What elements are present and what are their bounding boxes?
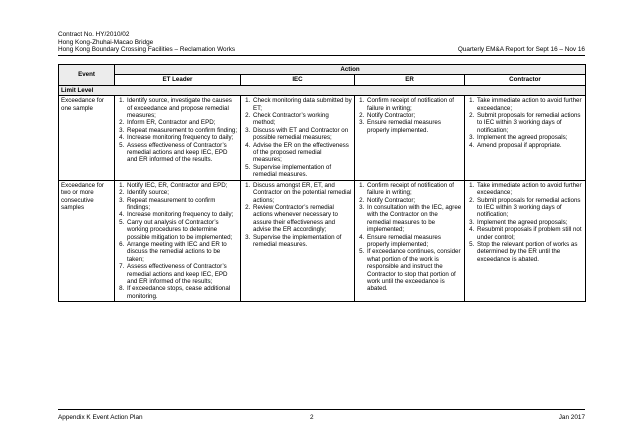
list-item: 1. Take immediate action to avoid further exceedance; [476, 182, 583, 197]
action-header: Action [115, 65, 586, 75]
contractor-cell [465, 96, 586, 180]
col-iec: IEC [241, 75, 355, 85]
list-item: 4. Amend proposal if appropriate. [476, 142, 583, 149]
et-cell [115, 180, 241, 302]
iec-action-list [243, 97, 352, 178]
list-item: 3. Discuss with ET and Contractor on possible remedial measures; [252, 127, 352, 142]
list-item: 4. Increase monitoring frequency to daily; [126, 211, 238, 218]
er-cell [355, 96, 465, 180]
col-er: ER [355, 75, 465, 85]
list-item: 3. Repeat measurement to confirm finding; [126, 127, 238, 134]
section-row [59, 85, 586, 95]
iec-action-list [243, 182, 352, 249]
list-item: 5. Stop the relevant portion of works as determined by the ER until the exceedance is abated. [476, 241, 583, 263]
er-action-list [357, 97, 462, 134]
table-row [59, 96, 586, 180]
list-item: 4. Ensure remedial measures properly implemented; [366, 234, 462, 249]
list-item: 3. Supervise the implementation of remedial measures. [252, 234, 352, 249]
list-item: 1. Notify IEC, ER, Contractor and EPD; [126, 182, 238, 189]
list-item: 3. Implement the agreed proposals; [476, 134, 583, 141]
contractor-cell [465, 180, 586, 302]
list-item: 8. If exceedance stops, cease additional monitoring. [126, 285, 238, 300]
et-cell [115, 96, 241, 180]
et-action-list [117, 182, 238, 301]
list-item: 6. Arrange meeting with IEC and ER to discuss the remedial actions to be taken; [126, 241, 238, 263]
project-name: Hong Kong-Zhuhai-Macao Bridge [58, 38, 154, 46]
table-header-row [59, 65, 586, 75]
event-cell: Exceedance for one sample [59, 96, 115, 180]
list-item: 2. Review Contractor’s remedial actions whenever necessary to assure their effectiveness and advise the ER accordingly; [252, 204, 352, 234]
header-rule [58, 55, 585, 56]
list-item: 3. Implement the agreed proposals; [476, 219, 583, 226]
list-item: 4. Resubmit proposals if problem still not under control; [476, 226, 583, 241]
iec-cell [241, 96, 355, 180]
list-item: 5. Supervise implementation of remedial measures. [252, 164, 352, 179]
report-title: Quarterly EM&A Report for Sept 16 – Nov 16 [457, 46, 585, 54]
list-item: 2. Check Contractor’s working method; [252, 112, 352, 127]
contract-number: Contract No. HY/2010/02 [58, 31, 130, 38]
list-item: 5. Carry out analysis of Contractor’s working procedures to determine possible mitigation to be implemented; [126, 219, 238, 241]
list-item: 2. Notify Contractor; [366, 112, 462, 119]
list-item: 4. Advise the ER on the effectiveness of the proposed remedial measures; [252, 142, 352, 164]
list-item: 2. Submit proposals for remedial actions to IEC within 3 working days of notification; [476, 197, 583, 219]
list-item: 2. Inform ER, Contractor and EPD; [126, 119, 238, 126]
event-header: Event [59, 65, 115, 86]
footer-date: Jan 2017 [558, 414, 585, 421]
iec-cell [241, 180, 355, 302]
col-et-leader: ET Leader [115, 75, 241, 85]
list-item: 1. Confirm receipt of notification of failure in writing; [366, 182, 462, 197]
table-row [59, 180, 586, 302]
event-action-table [58, 64, 586, 302]
list-item: 1. Check monitoring data submitted by ET; [252, 97, 352, 112]
footer-rule [58, 409, 585, 410]
list-item: 3. In consultation with the IEC, agree with the Contractor on the remedial measures to be implemented; [366, 204, 462, 234]
list-item: 5. Assess effectiveness of Contractor’s remedial actions and keep IEC, EPD and ER informed of the results. [126, 142, 238, 164]
list-item: 7. Assess effectiveness of Contractor’s remedial actions and keep IEC, EPD and ER informed of the results; [126, 263, 238, 285]
list-item: 5. If exceedance continues, consider what portion of the work is responsible and instruct the Contractor to stop that portion of work until the exceedance is abated. [366, 248, 462, 292]
contractor-action-list [467, 97, 583, 149]
er-action-list [357, 182, 462, 293]
col-contractor: Contractor [465, 75, 586, 85]
list-item: 4. Increase monitoring frequency to daily; [126, 134, 238, 141]
list-item: 2. Notify Contractor; [366, 197, 462, 204]
er-cell [355, 180, 465, 302]
page-header [58, 31, 585, 54]
limit-level-label: Limit Level [59, 85, 586, 95]
event-cell: Exceedance for two or more consecutive samples [59, 180, 115, 302]
et-action-list [117, 97, 238, 164]
column-header-row [59, 75, 586, 85]
list-item: 1. Confirm receipt of notification of failure in writing; [366, 97, 462, 112]
footer-label: Appendix K Event Action Plan [58, 414, 143, 421]
contractor-action-list [467, 182, 583, 263]
list-item: 1. Identify source, investigate the causes of exceedance and propose remedial measures; [126, 97, 238, 119]
list-item: 2. Submit proposals for remedial actions to IEC within 3 working days of notification; [476, 112, 583, 134]
project-subtitle: Hong Kong Boundary Crossing Facilities – Reclamation Works [58, 46, 236, 54]
page-number: 2 [310, 414, 314, 421]
list-item: 3. Repeat measurement to confirm findings; [126, 197, 238, 212]
list-item: 1. Discuss amongst ER, ET, and Contractor on the potential remedial actions; [252, 182, 352, 204]
list-item: 1. Take immediate action to avoid further exceedance; [476, 97, 583, 112]
list-item: 3. Ensure remedial measures properly implemented. [366, 119, 462, 134]
list-item: 2. Identify source; [126, 189, 238, 196]
